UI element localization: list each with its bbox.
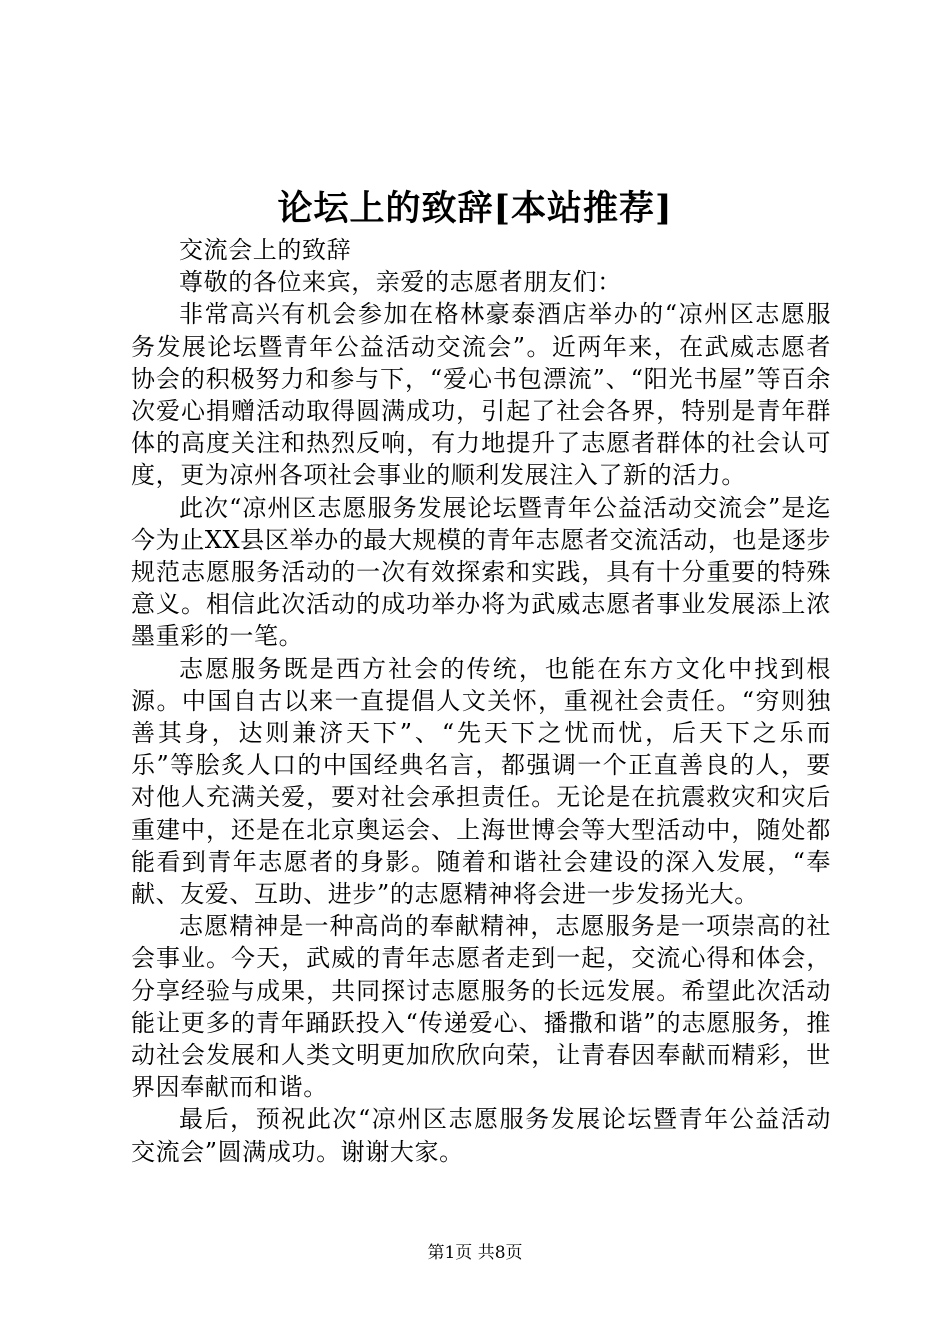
page-title: 论坛上的致辞[本站推荐] (277, 188, 673, 229)
greeting-paragraph: 尊敬的各位来宾，亲爱的志愿者朋友们： (179, 268, 622, 297)
document-body (131, 234, 831, 1168)
closing-paragraph: 最后，预祝此次“凉州区志愿服务发展论坛暨青年公益活动交流会”圆满成功。谢谢大家。 (131, 1105, 831, 1166)
body-paragraph: 志愿精神是一种高尚的奉献精神，志愿服务是一项崇高的社会事业。今天，武威的青年志愿者走到一起，交流心得和体会，分享经验与成果，共同探讨志愿服务的长远发展。希望此次活动能让更多的青年踊跃投入“传递爱心、播撒和谐”的志愿服务，推动社会发展和人类文明更加欣欣向荣，让青春因奉献而精彩，世界因奉献而和谐。 (131, 912, 831, 1102)
body-paragraph: 志愿服务既是西方社会的传统，也能在东方文化中找到根源。中国自古以来一直提倡人文关怀，重视社会责任。“穷则独善其身，达则兼济天下”、“先天下之忧而忧，后天下之乐而乐”等脍炙人口的中国经典名言，都强调一个正直善良的人，要对他人充满关爱，要对社会承担责任。无论是在抗震救灾和灾后重建中，还是在北京奥运会、上海世博会等大型活动中，随处都能看到青年志愿者的身影。随着和谐社会建设的深入发展，“奉献、友爱、互助、进步”的志愿精神将会进一步发扬光大。 (131, 654, 831, 909)
body-paragraph: 非常高兴有机会参加在格林豪泰酒店举办的“凉州区志愿服务发展论坛暨青年公益活动交流会”。近两年来，在武威志愿者协会的积极努力和参与下，“爱心书包漂流”、“阳光书屋”等百余次爱心捐赠活动取得圆满成功，引起了社会各界，特别是青年群体的高度关注和热烈反响，有力地提升了志愿者群体的社会认可度，更为凉州各项社会事业的顺利发展注入了新的活力。 (131, 300, 831, 490)
body-paragraph: 此次“凉州区志愿服务发展论坛暨青年公益活动交流会”是迄今为止XX县区举办的最大规模的青年志愿者交流活动，也是逐步规范志愿服务活动的一次有效探索和实践，具有十分重要的特殊意义。相信此次活动的成功举办将为武威志愿者事业发展添上浓墨重彩的一笔。 (131, 493, 831, 651)
page-number-footer: 第1页 共8页 (427, 1243, 523, 1263)
subtitle-paragraph: 交流会上的致辞 (179, 236, 352, 264)
